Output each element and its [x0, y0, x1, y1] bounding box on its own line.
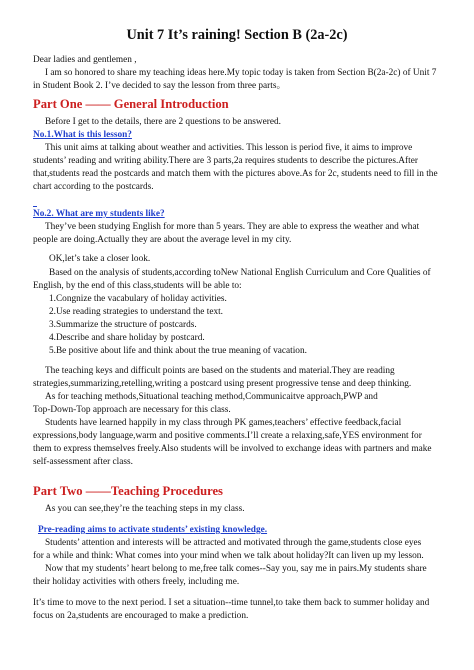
underline-mark [33, 206, 37, 207]
text-line: Now that my students’ heart belong to me,free talk comes--Say you, say me in pairs.My students share [45, 564, 427, 574]
intro-line: I am so honored to share my teaching ideas here.My topic today is taken from Section B(2a-2c) of Unit 7 [45, 68, 437, 78]
objective-item: 3.Summarize the structure of postcards. [49, 320, 197, 330]
part-two-heading: Part Two ——Teaching Procedures [33, 484, 223, 498]
question-two-heading: No.2. What are my students like? [33, 209, 165, 219]
text-line: Top-Down-Top approach are necessary for this class. [33, 405, 231, 415]
text-line: Based on the analysis of students,according toNew National English Curriculum and Core Qualities of [49, 268, 431, 278]
text-line: their holiday activities with others freely, including me. [33, 577, 240, 587]
objective-item: 4.Describe and share holiday by postcard. [49, 333, 205, 343]
text-line: It’s time to move to the next period. I set a situation--time tunnel,to take them back to summer holiday and [33, 598, 430, 608]
text-line: people are doing.Actually they are about the average level in my city. [33, 235, 292, 245]
text-line: that,students read the postcards and match them with the pictures above.As for 2c, students need to fill in the [33, 169, 438, 179]
text-line: Students’ attention and interests will be attracted and motivated through the game,students close eyes [45, 538, 422, 548]
text-line: The teaching keys and difficult points are based on the students and material.They are reading [45, 366, 395, 376]
text-line: students’ reading and writing ability.There are 3 parts,2a requires students to describe the pictures.After [33, 156, 418, 166]
text-line: self-assessment after class. [33, 457, 133, 467]
text-line: strategies,summarizing,retelling,writing a postcard using present progressive tense and deep thinking. [33, 379, 412, 389]
text-line: them to express themselves freely.Also students will be involved to exchange ideas with partners and make [33, 444, 432, 454]
text-line: This unit aims at talking about weather and activities. This lesson is period five, it aims to improve [45, 143, 413, 153]
pre-reading-heading: Pre-reading aims to activate students’ existing knowledge. [38, 525, 268, 535]
document-title: Unit 7 It’s raining! Section B (2a-2c) [126, 27, 348, 43]
text-line: expressions,body language,warm and positive comments.I’ll create a relaxing,safe,YES environment for [33, 431, 422, 441]
text-line: As for teaching methods,Situational teaching method,Communicaitve approach,PWP and [45, 392, 378, 402]
greeting: Dear ladies and gentlemen , [33, 55, 137, 65]
paragraph: As you can see,they’re the teaching steps in my class. [45, 504, 245, 514]
part-one-heading: Part One —— General Introduction [33, 97, 229, 111]
objective-item: 2.Use reading strategies to understand the text. [49, 307, 224, 317]
intro-line: in Student Book 2. I’ve decided to say the lesson from three parts。 [33, 81, 286, 91]
text-line: chart according to the postcards. [33, 182, 154, 192]
paragraph: Before I get to the details, there are 2 questions to be answered. [45, 117, 281, 127]
text-line: OK,let’s take a closer look. [49, 254, 151, 264]
text-line: Students have learned happily in my class through PK games,teachers’ effective feedback,facial [45, 418, 402, 428]
text-line: focus on 2a,students are encouraged to make a prediction. [33, 611, 249, 621]
text-line: English, by the end of this class,students will be able to: [33, 281, 242, 291]
question-one-heading: No.1.What is this lesson? [33, 130, 132, 140]
objective-item: 1.Congnize the vacabulary of holiday activities. [49, 294, 227, 304]
text-line: for a while and think: What comes into your mind when we talk about holiday?It can liven up my lesson. [33, 551, 424, 561]
text-line: They’ve been studying English for more than 5 years. They are able to express the weather and what [45, 222, 420, 232]
objective-item: 5.Be positive about life and think about the true meaning of vacation. [49, 346, 307, 356]
